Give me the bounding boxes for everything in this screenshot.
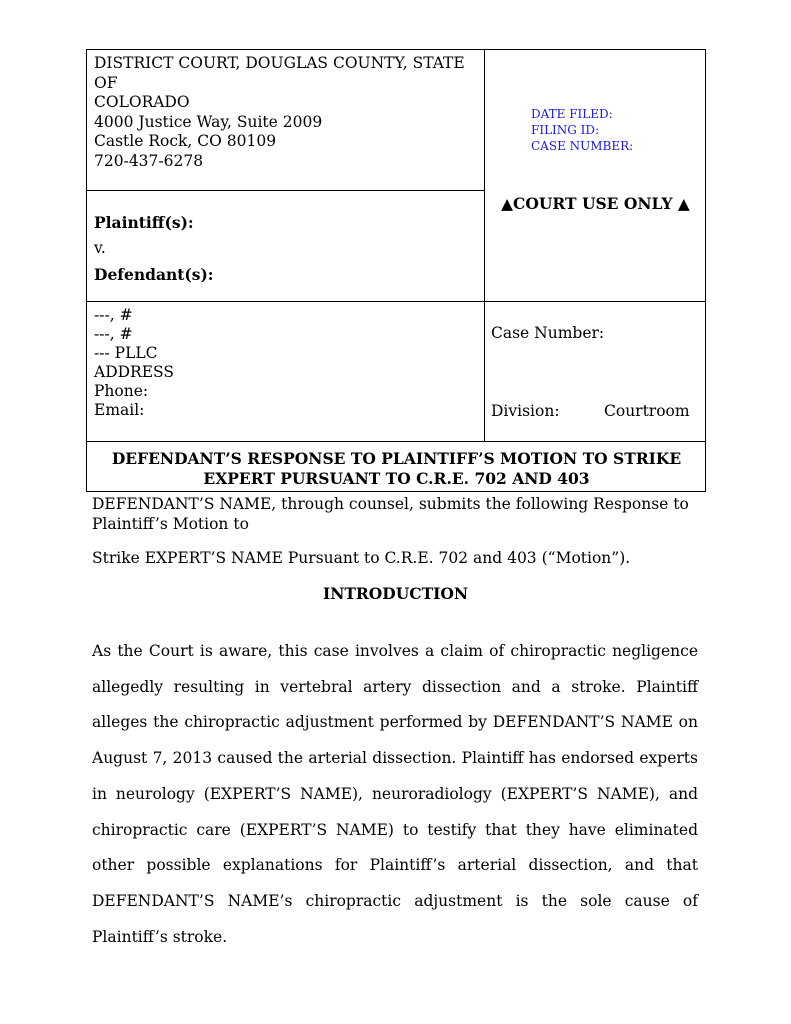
- parties-cell: [87, 191, 485, 302]
- document-title-line-2: EXPERT PURSUANT TO C.R.E. 702 AND 403: [203, 469, 590, 488]
- attorney-address: ADDRESS: [94, 363, 174, 381]
- attorney-phone: Phone:: [94, 382, 149, 400]
- courtroom-label: Courtroom: [604, 402, 690, 420]
- opening-line-3: Strike EXPERT’S NAME Pursuant to C.R.E. 702 and 403 (“Motion”).: [92, 549, 631, 567]
- date-filed-label: DATE FILED:: [531, 107, 613, 121]
- introduction-heading: INTRODUCTION: [322, 584, 469, 603]
- court-name-line-1: DISTRICT COURT, DOUGLAS COUNTY, STATE: [94, 54, 465, 72]
- attorney-line-2: ---, #: [94, 325, 133, 343]
- case-number-stamp-label: CASE NUMBER:: [531, 139, 634, 153]
- court-name-line-2: OF: [94, 73, 118, 92]
- case-number-label: Case Number:: [491, 324, 605, 342]
- opening-statement: [92, 494, 698, 534]
- attorney-firm: --- PLLC: [94, 344, 158, 362]
- filing-id-label: FILING ID:: [531, 123, 600, 137]
- case-caption-table: [86, 49, 706, 492]
- court-name-line-3: COLORADO: [94, 93, 190, 111]
- plaintiff-label: Plaintiff(s):: [94, 213, 194, 232]
- case-number-cell: [485, 302, 706, 442]
- attorney-info-cell: [87, 302, 485, 442]
- court-phone: 720-437-6278: [94, 151, 204, 170]
- opening-line-1: DEFENDANT’S NAME, through counsel, submits the following Response to: [92, 495, 689, 513]
- defendant-label: Defendant(s):: [94, 265, 214, 284]
- division-label: Division:: [491, 402, 560, 420]
- court-use-cell: [485, 50, 706, 302]
- introduction-paragraph: As the Court is aware, this case involves a claim of chiropractic negligence allegedly resulting in vertebral artery dissection and a stroke. Plaintiff alleges the chiropractic adjustment performed by DEFENDANT’S NAME on August 7, 2013 caused the arterial dissection. Plaintiff has endorsed experts in neurology (EXPERT’S NAME), neuroradiology (EXPERT’S NAME), and chiropractic care (EXPERT’S NAME) to testify that they have eliminated other possible explanations for Plaintiff’s arterial dissection, and that DEFENDANT’S NAME’s chiropractic adjustment is the sole cause of Plaintiff’s stroke.: [92, 642, 698, 946]
- attorney-email: Email:: [94, 401, 145, 419]
- court-street-address: 4000 Justice Way, Suite 2009: [94, 112, 323, 131]
- filing-info: [531, 106, 633, 154]
- attorney-line-1: ---, #: [94, 306, 133, 324]
- versus-label: v.: [94, 239, 106, 257]
- document-title: [87, 442, 706, 492]
- court-use-only-label: ▲COURT USE ONLY ▲: [501, 194, 690, 213]
- court-city-address: Castle Rock, CO 80109: [94, 132, 277, 150]
- court-address-cell: [87, 50, 485, 191]
- opening-line-2: Plaintiff’s Motion to: [92, 515, 249, 533]
- document-title-line-1: DEFENDANT’S RESPONSE TO PLAINTIFF’S MOTION TO STRIKE: [111, 449, 682, 468]
